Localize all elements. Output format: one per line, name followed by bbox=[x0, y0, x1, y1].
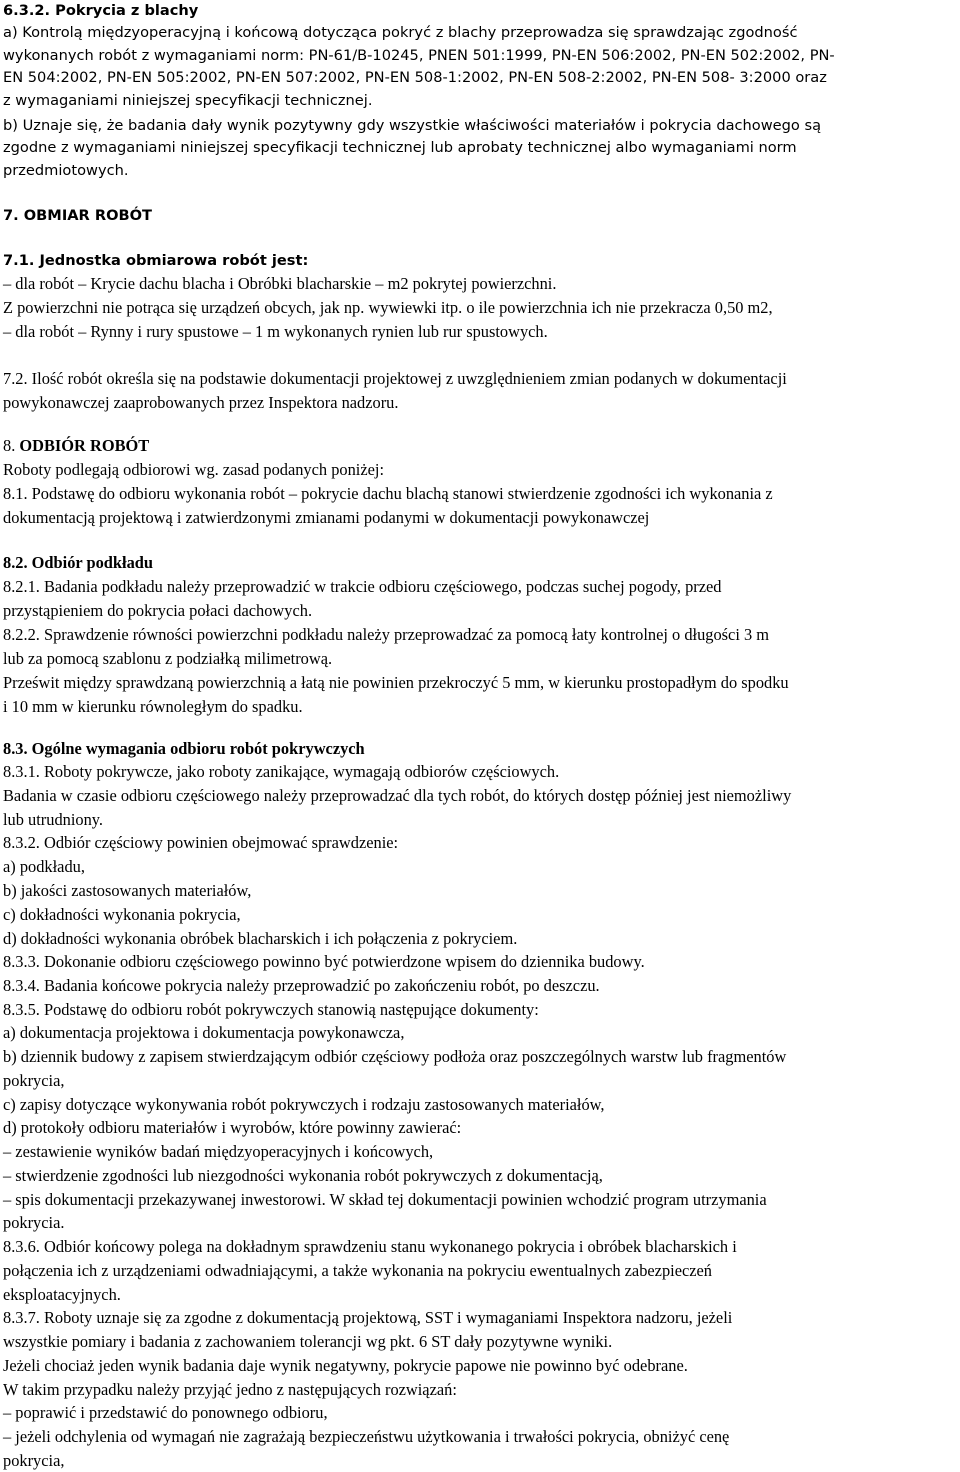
paragraph-line: 8.3.4. Badania końcowe pokrycia należy przeprowadzić po zakończeniu robót, po deszczu. bbox=[3, 976, 600, 995]
paragraph-line: Badania w czasie odbioru częściowego należy przeprowadzać dla tych robót, do których dostęp później jest niemożliwy bbox=[3, 786, 792, 805]
paragraph-line: Z powierzchni nie potrąca się urządzeń obcych, jak np. wywiewki itp. o ile powierzchnia ich nie przekracza 0,50 m2, bbox=[3, 298, 773, 317]
paragraph-line: 8.3.5. Podstawę do odbioru robót pokrywczych stanowią następujące dokumenty: bbox=[3, 1000, 539, 1019]
paragraph-line: z wymaganiami niniejszej specyfikacji technicznej. bbox=[3, 92, 373, 109]
list-item: pokrycia, bbox=[3, 1071, 65, 1090]
paragraph-line: i 10 mm w kierunku równoległym do spadku. bbox=[3, 697, 303, 716]
section-heading-8 bbox=[3, 435, 149, 457]
paragraph-line: lub za pomocą szablonu z podziałką milimetrową. bbox=[3, 649, 333, 668]
subsection-heading-8-3: 8.3. Ogólne wymagania odbioru robót pokrywczych bbox=[3, 739, 365, 758]
list-item: – stwierdzenie zgodności lub niezgodności wykonania robót pokrywczych z dokumentacją, bbox=[3, 1166, 603, 1185]
section-heading-6-3-2: 6.3.2. Pokrycia z blachy bbox=[3, 2, 199, 19]
paragraph-line: dokumentacją projektową i zatwierdzonymi zmianami podanymi w dokumentacji powykonawczej bbox=[3, 508, 650, 527]
paragraph-line: 8.3.7. Roboty uznaje się za zgodne z dokumentacją projektową, SST i wymaganiami Inspektora nadzoru, jeżeli bbox=[3, 1308, 733, 1327]
list-item: – zestawienie wyników badań międzyoperacyjnych i końcowych, bbox=[3, 1142, 434, 1161]
paragraph-line: Roboty podlegają odbiorowi wg. zasad podanych poniżej: bbox=[3, 460, 384, 479]
list-item: – poprawić i przedstawić do ponownego odbioru, bbox=[3, 1403, 328, 1422]
paragraph-line: EN 504:2002, PN-EN 505:2002, PN-EN 507:2002, PN-EN 508-1:2002, PN-EN 508-2:2002, PN-EN 508- 3:2000 oraz bbox=[3, 69, 827, 86]
paragraph-line: wszystkie pomiary i badania z zachowaniem tolerancji wg pkt. 6 ST dały pozytywne wyniki. bbox=[3, 1332, 613, 1351]
paragraph-line: wykonanych robót z wymaganiami norm: PN-61/B-10245, PNEN 501:1999, PN-EN 506:2002, PN-EN 502:2002, PN- bbox=[3, 47, 835, 64]
paragraph-line: – dla robót – Rynny i rury spustowe – 1 m wykonanych rynien lub rur spustowych. bbox=[3, 322, 548, 341]
list-item: d) protokoły odbioru materiałów i wyrobów, które powinny zawierać: bbox=[3, 1118, 462, 1137]
list-item: b) dziennik budowy z zapisem stwierdzającym odbiór częściowy podłoża oraz poszczególnych warstw lub fragmentów bbox=[3, 1047, 787, 1066]
paragraph-line: 7.2. Ilość robót określa się na podstawie dokumentacji projektowej z uwzględnieniem zmian podanych w dokumentacji bbox=[3, 369, 787, 388]
paragraph-line: 8.3.3. Dokonanie odbioru częściowego powinno być potwierdzone wpisem do dziennika budowy. bbox=[3, 952, 645, 971]
paragraph-line: przystąpieniem do pokrycia połaci dachowych. bbox=[3, 601, 313, 620]
list-item: d) dokładności wykonania obróbek blacharskich i ich połączenia z pokryciem. bbox=[3, 929, 518, 948]
section-number: 8. bbox=[3, 436, 16, 455]
list-item: a) podkładu, bbox=[3, 857, 85, 876]
paragraph-line: 8.3.1. Roboty pokrywcze, jako roboty zanikające, wymagają odbiorów częściowych. bbox=[3, 762, 560, 781]
paragraph-line: 8.1. Podstawę do odbioru wykonania robót – pokrycie dachu blachą stanowi stwierdzenie zgodności ich wykonania z bbox=[3, 484, 773, 503]
list-item: b) jakości zastosowanych materiałów, bbox=[3, 881, 252, 900]
paragraph-line: W takim przypadku należy przyjąć jedno z następujących rozwiązań: bbox=[3, 1380, 457, 1399]
subsection-heading-7-1: 7.1. Jednostka obmiarowa robót jest: bbox=[3, 252, 309, 269]
paragraph-line: przedmiotowych. bbox=[3, 162, 129, 179]
section-heading-7: 7. OBMIAR ROBÓT bbox=[3, 207, 153, 224]
paragraph-line: 8.3.2. Odbiór częściowy powinien obejmować sprawdzenie: bbox=[3, 833, 399, 852]
list-item: pokrycia. bbox=[3, 1213, 65, 1232]
subsection-heading-8-2: 8.2. Odbiór podkładu bbox=[3, 553, 154, 572]
list-item: pokrycia, bbox=[3, 1451, 65, 1470]
paragraph-line: zgodne z wymaganiami niniejszej specyfikacji technicznej lub aprobaty technicznej albo wymaganiami norm bbox=[3, 139, 797, 156]
paragraph-line: – dla robót – Krycie dachu blacha i Obróbki blacharskie – m2 pokrytej powierzchni. bbox=[3, 274, 557, 293]
paragraph-line: Jeżeli chociaż jeden wynik badania daje wynik negatywny, pokrycie papowe nie powinno być odebrane. bbox=[3, 1356, 688, 1375]
list-item: c) zapisy dotyczące wykonywania robót pokrywczych i rodzaju zastosowanych materiałów, bbox=[3, 1095, 605, 1114]
section-title: ODBIÓR ROBÓT bbox=[19, 436, 150, 455]
paragraph-line: Prześwit między sprawdzaną powierzchnią a łatą nie powinien przekroczyć 5 mm, w kierunku prostopadłym do spodku bbox=[3, 673, 789, 692]
paragraph-line: powykonawczej zaaprobowanych przez Inspektora nadzoru. bbox=[3, 393, 399, 412]
paragraph-line: b) Uznaje się, że badania dały wynik pozytywny gdy wszystkie właściwości materiałów i pokrycia dachowego są bbox=[3, 117, 822, 134]
paragraph-line: 8.2.1. Badania podkładu należy przeprowadzić w trakcie odbioru częściowego, podczas suchej pogody, przed bbox=[3, 577, 722, 596]
paragraph-line: lub utrudniony. bbox=[3, 810, 104, 829]
paragraph-line: połączenia ich z urządzeniami odwadniającymi, a także wykonania na pokryciu ewentualnych zabezpieczeń bbox=[3, 1261, 712, 1280]
paragraph-line: a) Kontrolą międzyoperacyjną i końcową dotycząca pokryć z blachy przeprowadza się sprawdzając zgodność bbox=[3, 24, 798, 41]
list-item: a) dokumentacja projektowa i dokumentacja powykonawcza, bbox=[3, 1023, 405, 1042]
list-item: – jeżeli odchylenia od wymagań nie zagrażają bezpieczeństwu użytkowania i trwałości pokrycia, obniżyć cenę bbox=[3, 1427, 730, 1446]
paragraph-line: 8.2.2. Sprawdzenie równości powierzchni podkładu należy przeprowadzać za pomocą łaty kontrolnej o długości 3 m bbox=[3, 625, 770, 644]
list-item: c) dokładności wykonania pokrycia, bbox=[3, 905, 241, 924]
paragraph-line: 8.3.6. Odbiór końcowy polega na dokładnym sprawdzeniu stanu wykonanego pokrycia i obróbek blacharskich i bbox=[3, 1237, 737, 1256]
list-item: – spis dokumentacji przekazywanej inwestorowi. W skład tej dokumentacji powinien wchodzić program utrzymania bbox=[3, 1190, 767, 1209]
paragraph-line: eksploatacyjnych. bbox=[3, 1285, 121, 1304]
